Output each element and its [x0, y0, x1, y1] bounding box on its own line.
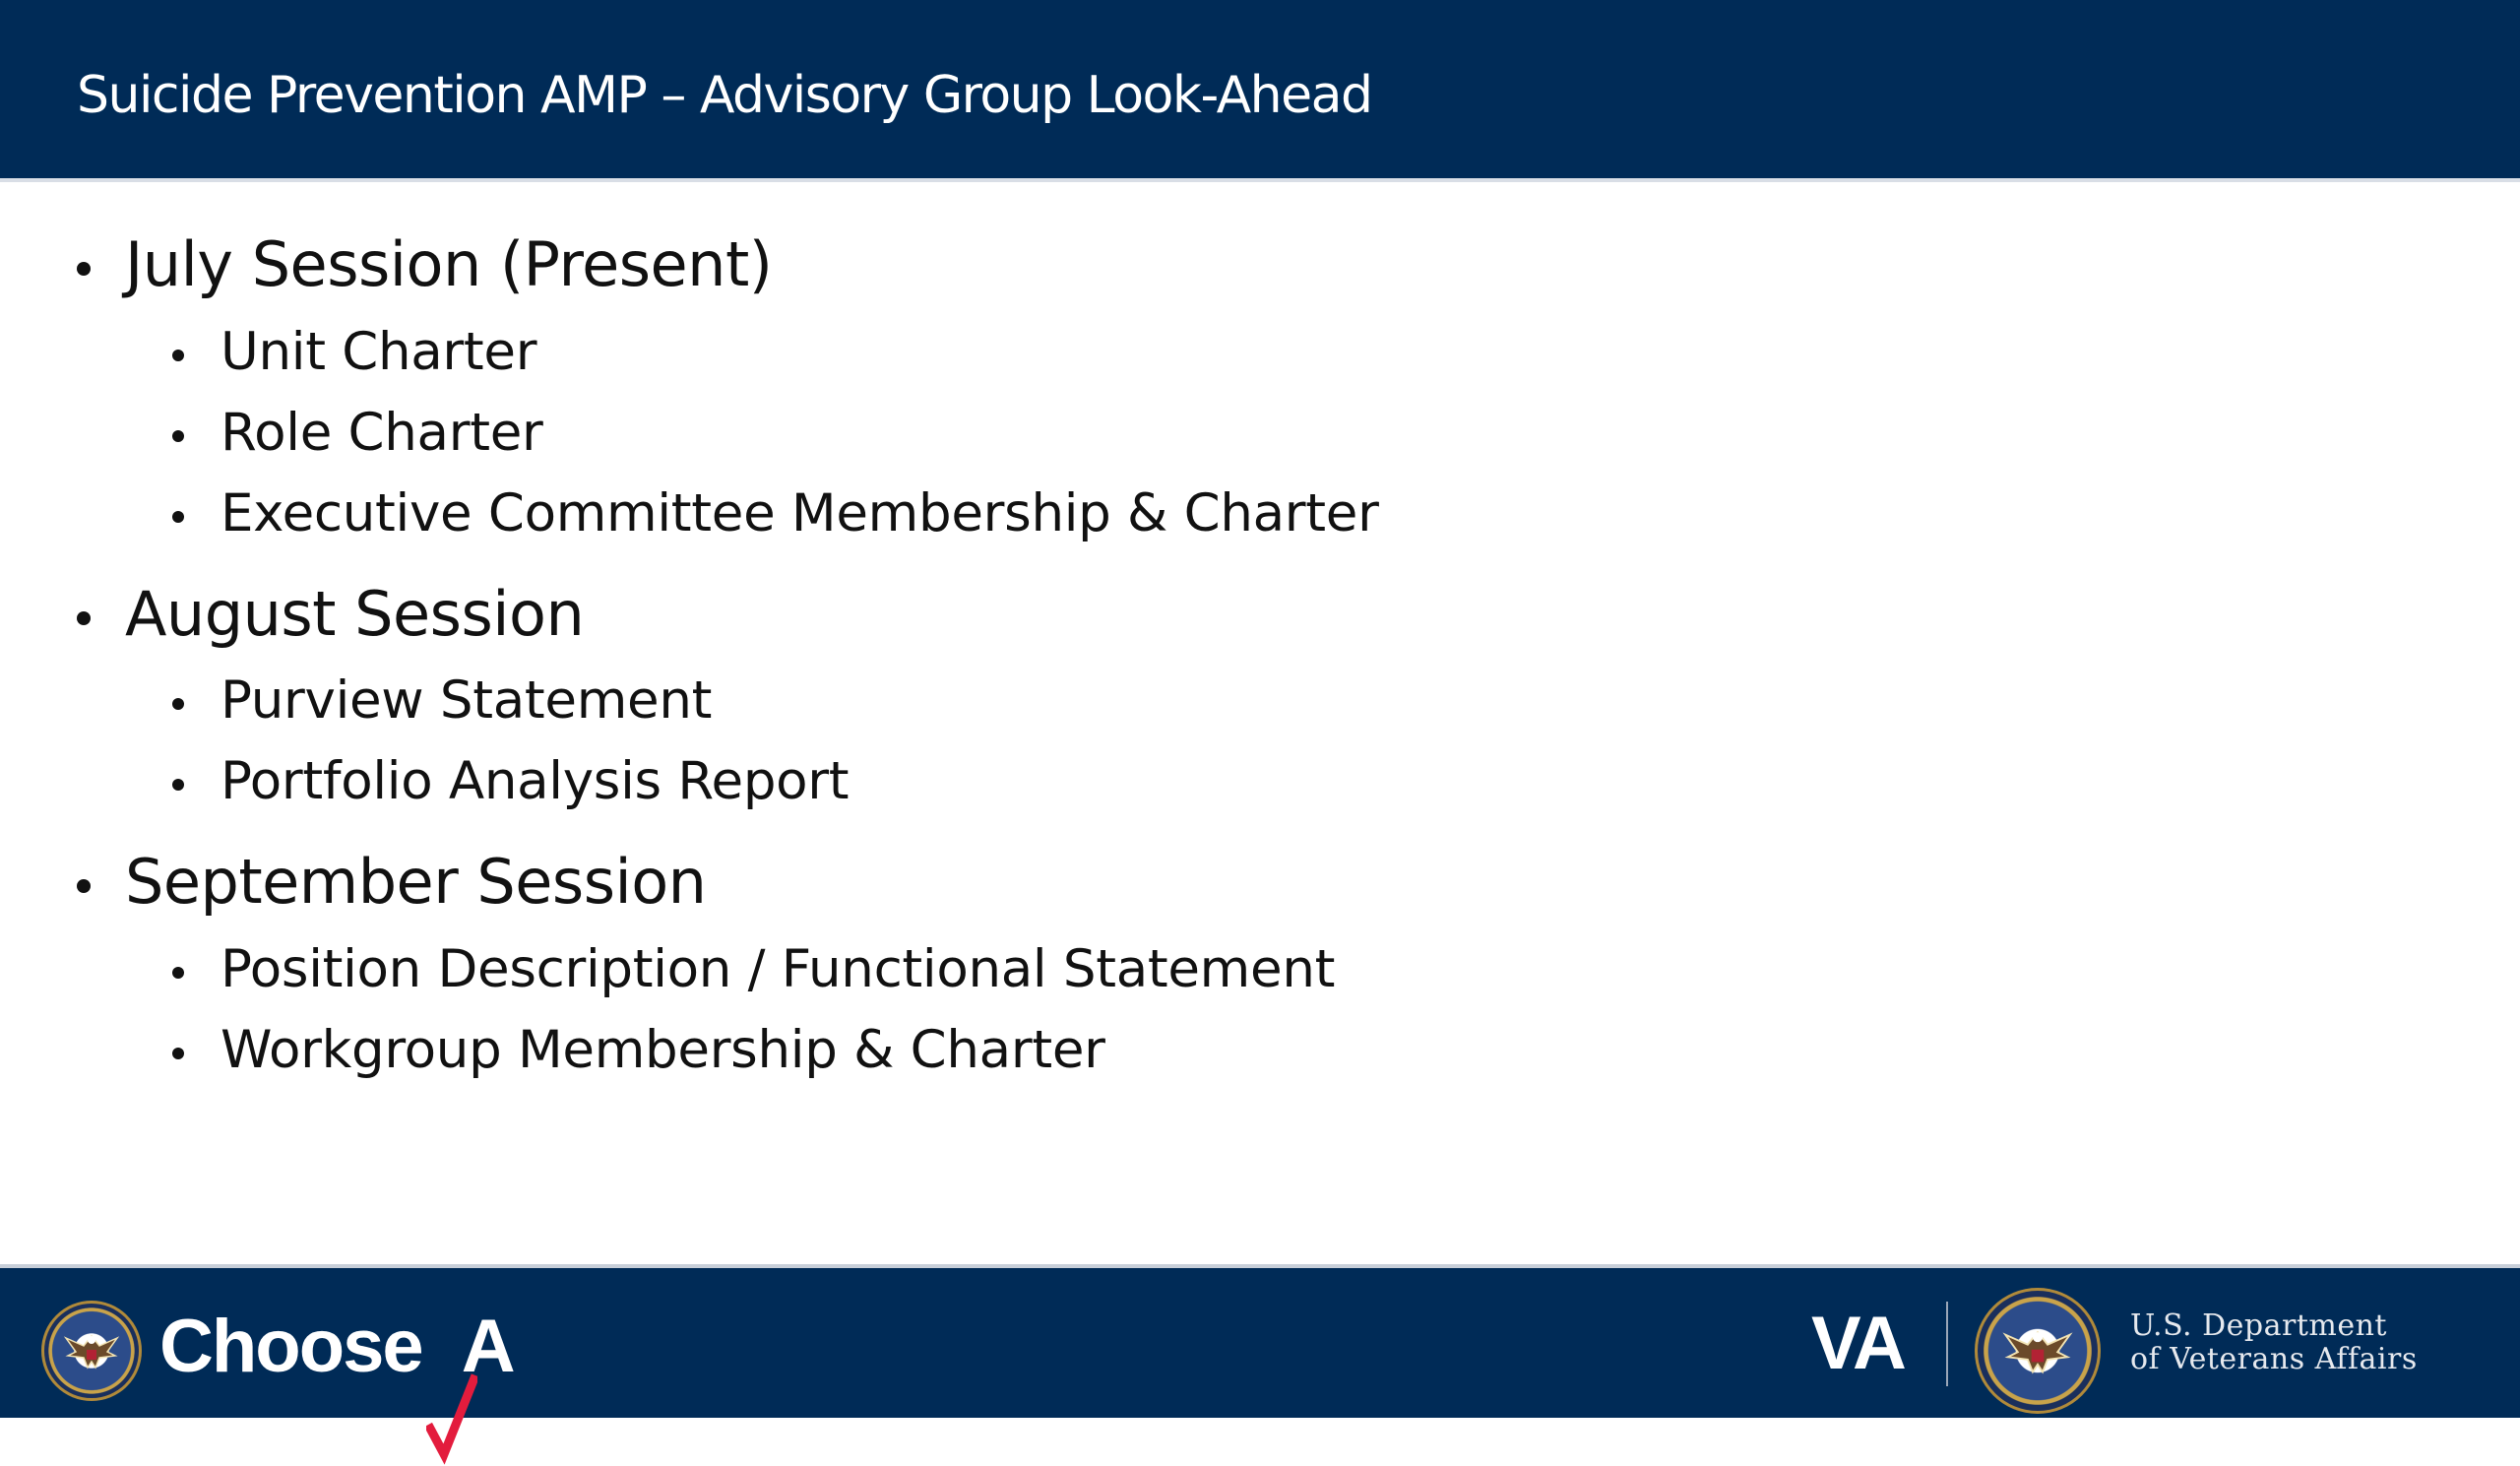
department-name-line1: U.S. Department	[2130, 1308, 2387, 1343]
bullet-dot-icon	[172, 967, 184, 979]
slide-title-bar	[0, 0, 2520, 178]
bullet-dot-icon	[77, 262, 91, 276]
session-label: July Session (Present)	[125, 228, 773, 300]
agenda-item-label: Unit Charter	[220, 322, 537, 382]
agenda-item-label: Purview Statement	[220, 670, 713, 731]
agenda-item	[172, 939, 1335, 999]
agenda-item	[172, 751, 849, 811]
department-name	[2130, 1309, 2418, 1376]
session-label: August Session	[125, 578, 585, 650]
eagle-icon	[2000, 1322, 2075, 1379]
slide-title: Suicide Prevention AMP – Advisory Group Look-Ahead	[77, 66, 1372, 125]
choose-logo-text-a: A	[461, 1305, 514, 1388]
agenda-item-label: Role Charter	[220, 403, 543, 463]
choose-va-logo	[159, 1298, 514, 1396]
va-wordmark: VA	[1811, 1302, 1904, 1385]
agenda-item-label: Workgroup Membership & Charter	[220, 1020, 1105, 1080]
va-seal-icon	[41, 1301, 142, 1401]
logo-divider	[1946, 1302, 1948, 1386]
bullet-dot-icon	[172, 1048, 184, 1059]
agenda-item	[172, 322, 536, 382]
bullet-dot-icon	[77, 879, 91, 893]
bullet-dot-icon	[172, 430, 184, 442]
va-department-seal-icon	[1975, 1288, 2101, 1414]
agenda-item	[172, 1020, 1105, 1080]
bullet-dot-icon	[172, 511, 184, 523]
agenda-item-label: Position Description / Functional Statement	[220, 939, 1336, 999]
agenda-item	[172, 483, 1379, 543]
bullet-dot-icon	[172, 779, 184, 791]
bullet-dot-icon	[172, 698, 184, 710]
session-bullet-july	[77, 228, 772, 300]
department-name-line2: of Veterans Affairs	[2130, 1342, 2418, 1376]
eagle-icon	[62, 1328, 121, 1373]
session-bullet-august	[77, 578, 584, 650]
bullet-dot-icon	[77, 611, 91, 625]
choose-logo-text: Choose	[159, 1305, 422, 1388]
agenda-item-label: Portfolio Analysis Report	[220, 751, 850, 811]
agenda-item	[172, 670, 712, 731]
title-divider	[0, 178, 2520, 182]
agenda-item-label: Executive Committee Membership & Charter	[220, 483, 1379, 543]
session-label: September Session	[125, 846, 707, 918]
agenda-item	[172, 403, 543, 463]
bullet-dot-icon	[172, 350, 184, 361]
session-bullet-september	[77, 846, 706, 918]
